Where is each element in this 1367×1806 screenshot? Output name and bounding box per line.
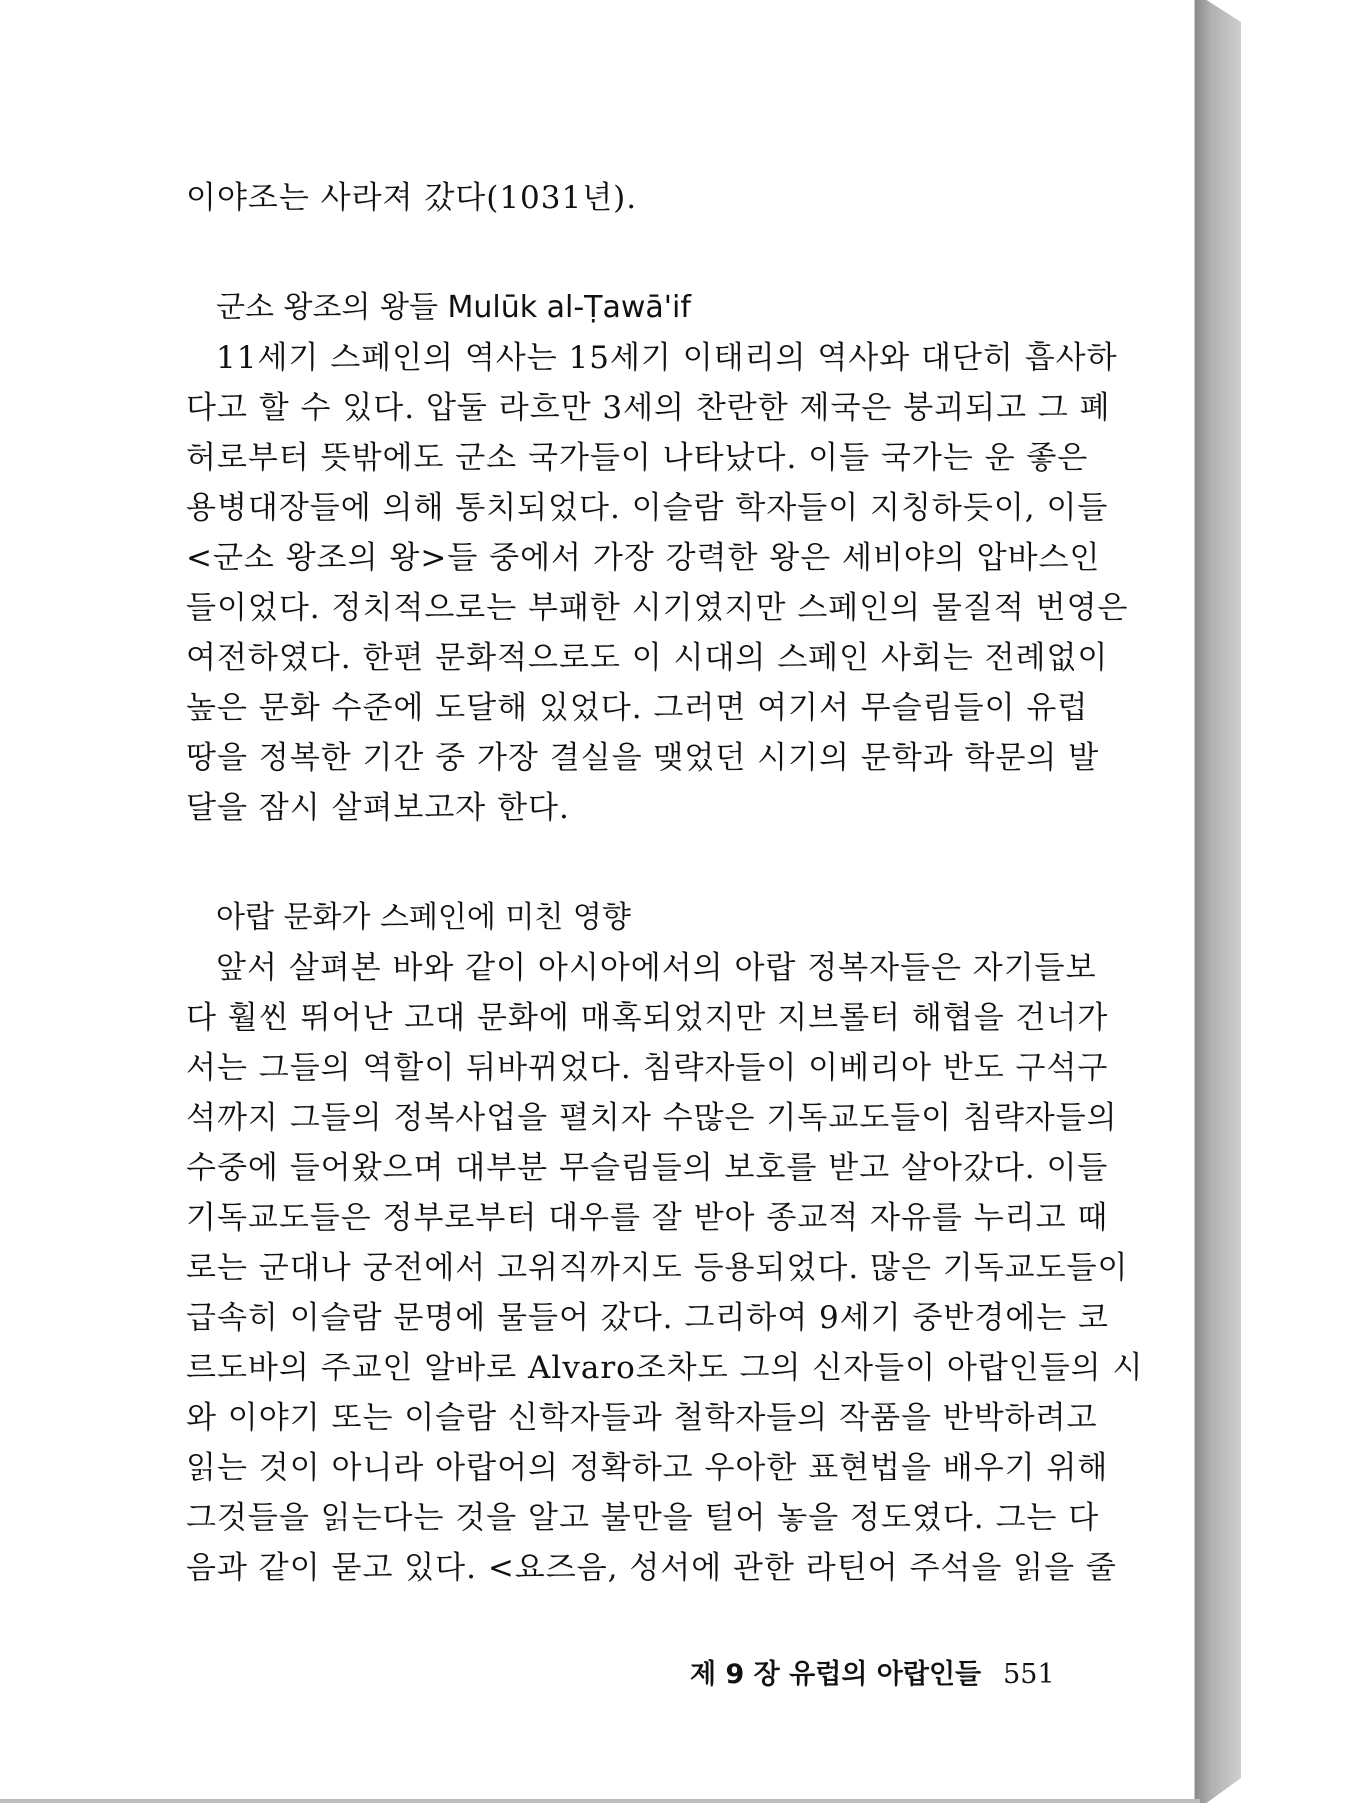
paragraph-line: 앞서 살펴본 바와 같이 아시아에서의 아랍 정복자들은 자기들보 — [216, 950, 1097, 986]
paragraph-line: 서는 그들의 역할이 뒤바뀌었다. 침략자들이 이베리아 반도 구석구 — [186, 1050, 1109, 1086]
paragraph-line: 달을 잠시 살펴보고자 한다. — [186, 790, 570, 826]
page-edge-shadow — [1195, 0, 1241, 1803]
paragraph-line: 용병대장들에 의해 통치되었다. 이슬람 학자들이 지칭하듯이, 이들 — [186, 490, 1109, 526]
paragraph-line: 급속히 이슬람 문명에 물들어 갔다. 그리하여 9세기 중반경에는 코 — [186, 1300, 1110, 1336]
paragraph-line: 기독교도들은 정부로부터 대우를 잘 받아 종교적 자유를 누리고 때 — [186, 1200, 1109, 1236]
paragraph-line: 수중에 들어왔으며 대부분 무슬림들의 보호를 받고 살아갔다. 이들 — [186, 1150, 1109, 1186]
paragraph-line: 음과 같이 묻고 있다. <요즈음, 성서에 관한 라틴어 주석을 읽을 줄 — [186, 1550, 1117, 1586]
continued-line: 이야조는 사라져 갔다(1031년). — [186, 180, 638, 216]
running-footer — [690, 1652, 1055, 1691]
paragraph-line: 허로부터 뜻밖에도 군소 국가들이 나타났다. 이들 국가는 운 좋은 — [186, 440, 1089, 476]
paragraph-line: 르도바의 주교인 알바로 Alvaro조차도 그의 신자들이 아랍인들의 시 — [186, 1350, 1144, 1386]
page-number: 551 — [1003, 1659, 1055, 1690]
paragraph-line: <군소 왕조의 왕>들 중에서 가장 강력한 왕은 세비야의 압바스인 — [186, 540, 1101, 576]
paragraph-line: 땅을 정복한 기간 중 가장 결실을 맺었던 시기의 문학과 학문의 발 — [186, 740, 1100, 776]
paragraph-line: 다 훨씬 뛰어난 고대 문화에 매혹되었지만 지브롤터 해협을 건너가 — [186, 1000, 1109, 1036]
paragraph-line: 11세기 스페인의 역사는 15세기 이태리의 역사와 대단히 흡사하 — [216, 340, 1118, 376]
paragraph-line: 들이었다. 정치적으로는 부패한 시기였지만 스페인의 물질적 번영은 — [186, 590, 1129, 626]
paragraph-line: 와 이야기 또는 이슬람 신학자들과 철학자들의 작품을 반박하려고 — [186, 1400, 1098, 1436]
paragraph-line: 높은 문화 수준에 도달해 있었다. 그러면 여기서 무슬림들이 유럽 — [186, 690, 1089, 726]
section-heading-1: 군소 왕조의 왕들 Mulūk al-Ṭawā'if — [216, 290, 691, 325]
paragraph-line: 여전하였다. 한편 문화적으로도 이 시대의 스페인 사회는 전례없이 — [186, 640, 1109, 676]
paragraph-line: 읽는 것이 아니라 아랍어의 정확하고 우아한 표현법을 배우기 위해 — [186, 1450, 1109, 1486]
page-body — [186, 173, 1144, 1593]
paragraph-line: 그것들을 읽는다는 것을 알고 불만을 털어 놓을 정도였다. 그는 다 — [186, 1500, 1100, 1536]
paragraph-line: 로는 군대나 궁전에서 고위직까지도 등용되었다. 많은 기독교도들이 — [186, 1250, 1129, 1286]
section-heading-2: 아랍 문화가 스페인에 미친 영향 — [216, 900, 631, 935]
page-bottom-edge — [0, 1799, 1200, 1803]
paragraph-line: 석까지 그들의 정복사업을 펼치자 수많은 기독교도들이 침략자들의 — [186, 1100, 1118, 1136]
paragraph-line: 다고 할 수 있다. 압둘 라흐만 3세의 찬란한 제국은 붕괴되고 그 폐 — [186, 390, 1111, 426]
chapter-title: 제 9 장 유럽의 아랍인들 — [690, 1659, 982, 1690]
